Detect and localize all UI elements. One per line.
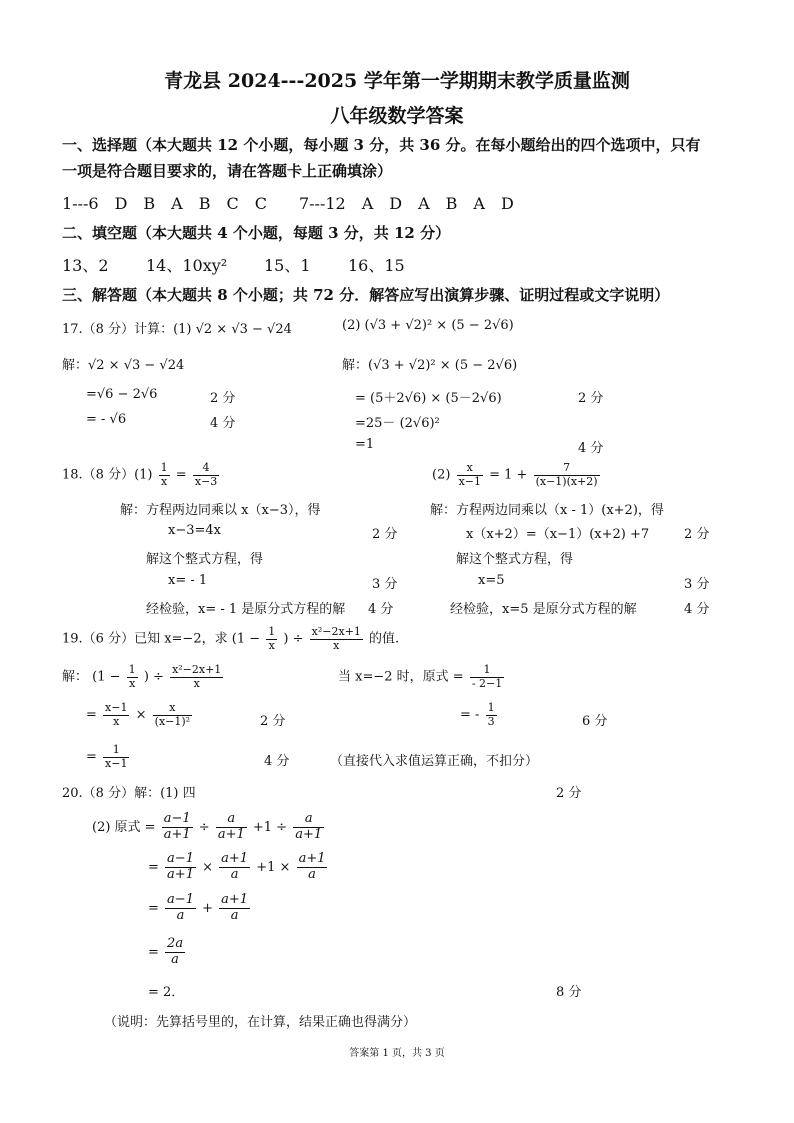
q18-2-lhs-fraction: $\frac{x}{x-1}$ [458,461,481,488]
q18-2-line4: x=5 [478,573,505,588]
q18-1-points5: 4 分 [368,602,394,617]
q17-header-left: 17.（8 分）计算：(1) √2 × √3 − √24 [62,322,292,337]
page-title: 青龙县 2024---2025 学年第一学期期末教学质量监测 [164,70,630,92]
q17-header-right: (2) (√3 + √2)² × (5 − 2√6) [342,318,514,333]
q18-2-line3: 解这个整式方程，得 [456,552,574,567]
q17-left-step1: =√6 − 2√6 [86,387,158,402]
q18-2-rhs-fraction: $\frac{7}{(x-1)(x+2)}$ [535,461,598,488]
q18-2-header: (2) $\frac{x}{x-1}$ = 1 + $\frac{7}{(x-1)(x+2)}$ [432,461,598,488]
q18-2-line1: 解：方程两边同乘以（x - 1）(x+2)，得 [430,503,664,518]
answer-14: 14、10xy² [146,256,228,275]
answer-13: 13、2 [62,256,109,275]
q17-right-step1: = (5＋2√6) × (5－2√6) [355,391,502,406]
q19-step1: = $\frac{x-1}{x}$ × $\frac{x}{\text{(x−1)²}}$ [86,701,191,728]
q18-2-line2: x（x+2）=（x−1）(x+2) +7 [466,527,650,542]
q18-1-rhs-fraction: $\frac{4}{x-3}$ [194,461,218,488]
choice-answers: 1---6 D B A B C C 7---12 A D A B A D [62,194,514,213]
q20-step3: = $\frac{a-1}{a}$ + $\frac{a+1}{a}$ [148,892,249,923]
q19-fraction-1-over-x: $\frac{1}{x}$ [268,625,276,652]
q19-step2: = $\frac{1}{x-1}$ [86,743,128,770]
q18-1-line2: x−3=4x [168,523,221,538]
q17-right-step3: =1 [355,437,375,452]
q19-points4: 4 分 [264,754,290,769]
q17-right-points3: 4 分 [578,441,604,456]
q20-step2: = $\frac{a-1}{a+1}$ × $\frac{a+1}{a}$ +1 × $\frac{a+1}{a}$ [148,851,326,882]
q18-2-line5: 经检验，x=5 是原分式方程的解 [450,602,637,617]
q17-left-step2: = - √6 [86,412,127,427]
q18-label: 18.（8 分）(1) [62,467,153,483]
q20-points2: 2 分 [556,786,582,801]
q19-substitution: 当 x=−2 时，原式 = $\frac{1}{- 2-1}$ [338,663,503,690]
q17-left-points2: 4 分 [210,416,236,431]
section1-heading-line1: 一、选择题（本大题共 12 个小题，每小题 3 分，共 36 分。在每小题给出的四个选项中，只有 [62,136,701,154]
q18-2-points5: 4 分 [684,602,710,617]
q20-points8: 8 分 [556,985,582,1000]
q18-header: 18.（8 分）(1) $\frac{1}{x}$ = $\frac{4}{x-3}$ [62,461,218,488]
q19-points6: 6 分 [582,714,608,729]
q19-solution-line1: 解： (1 − $\frac{1}{x}$ ) ÷ $\frac{\text{x²−2x+1}}{x}$ [62,663,222,690]
q18-2-points4: 3 分 [684,577,710,592]
answer-16: 16、15 [348,256,405,275]
section2-heading: 二、填空题（本大题共 4 个小题，每题 3 分，共 12 分） [62,224,451,242]
section1-heading-line2: 一项是符合题目要求的，请在答题卡上正确填涂） [62,162,393,180]
q18-2-points2: 2 分 [684,527,710,542]
q19-fraction-quadratic: $\frac{\text{x²−2x+1}}{x}$ [311,625,361,652]
q19-header: 19.（6 分）已知 x=−2，求 (1 − $\frac{1}{x}$ ) ÷ $\frac{\text{x²−2x+1}}{x}$ 的值. [62,625,400,652]
q20-step1: (2) 原式 = $\frac{a-1}{a+1}$ ÷ $\frac{a}{a+1}$ +1 ÷ $\frac{a}{a+1}$ [92,811,323,842]
q17-right-step2: =25－ (2√6)² [355,416,440,431]
q19-note: （直接代入求值运算正确，不扣分） [330,754,539,769]
q18-1-line3: 解这个整式方程，得 [146,552,264,567]
q17-left-points1: 2 分 [210,391,236,406]
q20-part1: 20.（8 分）解：(1) 四 [62,786,196,801]
q17-left-solution: 解：√2 × √3 − √24 [62,358,185,373]
answer-15: 15、1 [264,256,311,275]
q18-1-points2: 2 分 [372,527,398,542]
q17-right-points1: 2 分 [578,391,604,406]
q19-points2: 2 分 [260,714,286,729]
q20-step4: = $\frac{2a}{a}$ [148,936,184,967]
q19-result: = - $\frac{1}{3}$ [460,701,495,728]
q17-right-solution: 解：(√3 + √2)² × (5 − 2√6) [342,358,518,373]
q20-final: = 2． [148,985,185,1000]
q18-1-points4: 3 分 [372,577,398,592]
q18-1-line4: x= - 1 [168,573,208,588]
q20-note: （说明：先算括号里的，在计算，结果正确也得满分） [104,1015,417,1030]
page-footer: 答案第 1 页，共 3 页 [349,1048,445,1059]
q18-1-line1: 解：方程两边同乘以 x（x−3），得 [120,503,321,518]
page-subtitle: 八年级数学答案 [330,105,464,127]
q18-1-lhs-fraction: $\frac{1}{x}$ [160,461,168,488]
q18-1-line5: 经检验，x= - 1 是原分式方程的解 [146,602,346,617]
section3-heading: 三、解答题（本大题共 8 个小题；共 72 分．解答应写出演算步骤、证明过程或文字说明） [62,286,670,304]
